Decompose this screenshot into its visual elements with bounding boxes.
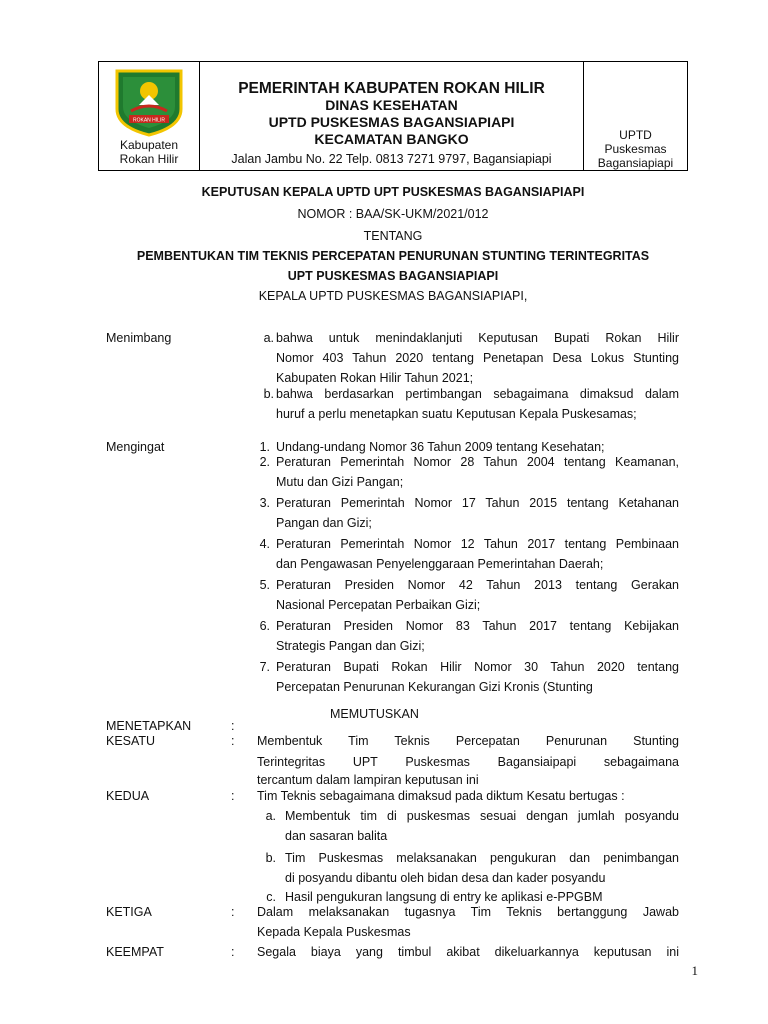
ketiga-colon: :: [231, 905, 235, 919]
mengingat-1-line-1: Undang-undang Nomor 36 Tahun 2009 tentang Kesehatan;: [276, 440, 605, 454]
kedua-line-1: Tim Teknis sebagaimana dimaksud pada diktum Kesatu bertugas :: [257, 789, 625, 803]
kesatu-line-1: Membentuk Tim Teknis Percepatan Penurunan Stunting: [257, 734, 679, 748]
mengingat-7-line-2: Percepatan Penurunan Kekurangan Gizi Kronis (Stunting: [276, 680, 593, 694]
kesatu-label: KESATU: [106, 734, 156, 748]
decree-subject-line-1: PEMBENTUKAN TIM TEKNIS PERCEPATAN PENURUNAN STUNTING TERINTEGRITAS: [136, 249, 650, 263]
government-name: PEMERINTAH KABUPATEN ROKAN HILIR: [238, 80, 545, 97]
mengingat-5-line-2: Nasional Percepatan Perbaikan Gizi;: [276, 598, 481, 612]
menetapkan-label: MENETAPKAN: [106, 719, 192, 733]
letterhead: [98, 61, 688, 171]
kesatu-line-2: Terintegritas UPT Puskesmas Bagansiaipapi sebagaimana: [257, 755, 679, 769]
decree-number: NOMOR : BAA/SK-UKM/2021/012: [297, 207, 489, 221]
menimbang-a-line-1: bahwa untuk menindaklanjuti Keputusan Bupati Rokan Hilir: [276, 331, 679, 345]
kedua-colon: :: [231, 789, 235, 803]
issuing-official: KEPALA UPTD PUSKESMAS BAGANSIAPIAPI,: [258, 289, 528, 303]
mengingat-3-line-2: Pangan dan Gizi;: [276, 516, 372, 530]
rokan-hilir-crest-icon: [109, 67, 189, 137]
mengingat-3-line-1: Peraturan Pemerintah Nomor 17 Tahun 2015 tentang Ketahanan: [276, 496, 679, 510]
mengingat-5-line-1: Peraturan Presiden Nomor 42 Tahun 2013 tentang Gerakan: [276, 578, 679, 592]
kedua-b-line-2: di posyandu dibantu oleh bidan desa dan kader posyandu: [285, 871, 606, 885]
unit-line-3: Bagansiapiapi: [597, 156, 674, 170]
department-name: DINAS KESEHATAN: [325, 97, 458, 113]
district-name: KECAMATAN BANGKO: [314, 131, 469, 147]
keempat-label: KEEMPAT: [106, 945, 164, 959]
kedua-b-marker: b.: [265, 851, 276, 865]
mengingat-6-marker: 6.: [259, 619, 270, 633]
kedua-a-line-1: Membentuk tim di puskesmas sesuai dengan jumlah posyandu: [285, 809, 679, 823]
unit-line-2: Puskesmas: [604, 142, 667, 156]
mengingat-2-line-1: Peraturan Pemerintah Nomor 28 Tahun 2004 tentang Keamanan,: [276, 455, 679, 469]
menimbang-a-line-3: Kabupaten Rokan Hilir Tahun 2021;: [276, 371, 474, 385]
kesatu-colon: :: [231, 734, 235, 748]
ketiga-label: KETIGA: [106, 905, 152, 919]
page-number: 1: [691, 963, 698, 978]
mengingat-2-marker: 2.: [259, 455, 270, 469]
unit-name: UPTD PUSKESMAS BAGANSIAPIAPI: [268, 114, 515, 130]
menetapkan-colon: :: [231, 719, 235, 733]
menimbang-a-line-2: Nomor 403 Tahun 2020 tentang Penetapan Desa Lokus Stunting: [276, 351, 679, 365]
unit-line-1: UPTD: [619, 128, 652, 142]
mengingat-6-line-1: Peraturan Presiden Nomor 83 Tahun 2017 tentang Kebijakan: [276, 619, 679, 633]
kedua-a-line-2: dan sasaran balita: [285, 829, 388, 843]
logo-caption-line-1: Kabupaten: [119, 138, 179, 152]
kedua-a-marker: a.: [265, 809, 276, 823]
ketiga-line-2: Kepada Kepala Puskesmas: [257, 925, 411, 939]
mengingat-1-marker: 1.: [259, 440, 270, 454]
memutuskan-heading: MEMUTUSKAN: [330, 707, 419, 721]
mengingat-4-marker: 4.: [259, 537, 270, 551]
menimbang-a-marker: a.: [263, 331, 274, 345]
address: Jalan Jambu No. 22 Telp. 0813 7271 9797, Bagansiapiapi: [231, 152, 552, 166]
about-heading: TENTANG: [363, 229, 423, 243]
kedua-c-marker: c.: [266, 890, 276, 904]
mengingat-label: Mengingat: [106, 440, 165, 454]
keempat-colon: :: [231, 945, 235, 959]
kedua-c-line-1: Hasil pengukuran langsung di entry ke aplikasi e-PPGBM: [285, 890, 603, 904]
ketiga-line-1: Dalam melaksanakan tugasnya Tim Teknis bertanggung Jawab: [257, 905, 679, 919]
mengingat-5-marker: 5.: [259, 578, 270, 592]
logo-caption: [99, 138, 199, 166]
mengingat-2-line-2: Mutu dan Gizi Pangan;: [276, 475, 404, 489]
mengingat-4-line-1: Peraturan Pemerintah Nomor 12 Tahun 2017 tentang Pembinaan: [276, 537, 679, 551]
keempat-line-1: Segala biaya yang timbul akibat dikeluarkannya keputusan ini: [257, 945, 679, 959]
unit-cell: [584, 62, 687, 170]
menimbang-b-line-1: bahwa berdasarkan pertimbangan sebagaimana dimaksud dalam: [276, 387, 679, 401]
mengingat-6-line-2: Strategis Pangan dan Gizi;: [276, 639, 425, 653]
kedua-label: KEDUA: [106, 789, 150, 803]
menimbang-b-marker: b.: [263, 387, 274, 401]
letterhead-text: [200, 62, 584, 170]
kesatu-line-3: tercantum dalam lampiran keputusan ini: [257, 773, 479, 787]
decree-title: KEPUTUSAN KEPALA UPTD UPT PUSKESMAS BAGANSIAPIAPI: [201, 185, 585, 199]
kedua-b-line-1: Tim Puskesmas melaksanakan pengukuran dan penimbangan: [285, 851, 679, 865]
mengingat-7-line-1: Peraturan Bupati Rokan Hilir Nomor 30 Tahun 2020 tentang: [276, 660, 679, 674]
mengingat-4-line-2: dan Pengawasan Penyelenggaraan Pemerintahan Daerah;: [276, 557, 604, 571]
menimbang-label: Menimbang: [106, 331, 172, 345]
logo-caption-line-2: Rokan Hilir: [119, 152, 179, 166]
decree-subject-line-2: UPT PUSKESMAS BAGANSIAPIAPI: [287, 269, 499, 283]
menimbang-b-line-2: huruf a perlu menetapkan suatu Keputusan Kepala Puskesamas;: [276, 407, 637, 421]
logo-banner: ROKAN HILIR: [133, 117, 165, 124]
mengingat-7-marker: 7.: [259, 660, 270, 674]
logo-cell: [99, 62, 200, 170]
mengingat-3-marker: 3.: [259, 496, 270, 510]
